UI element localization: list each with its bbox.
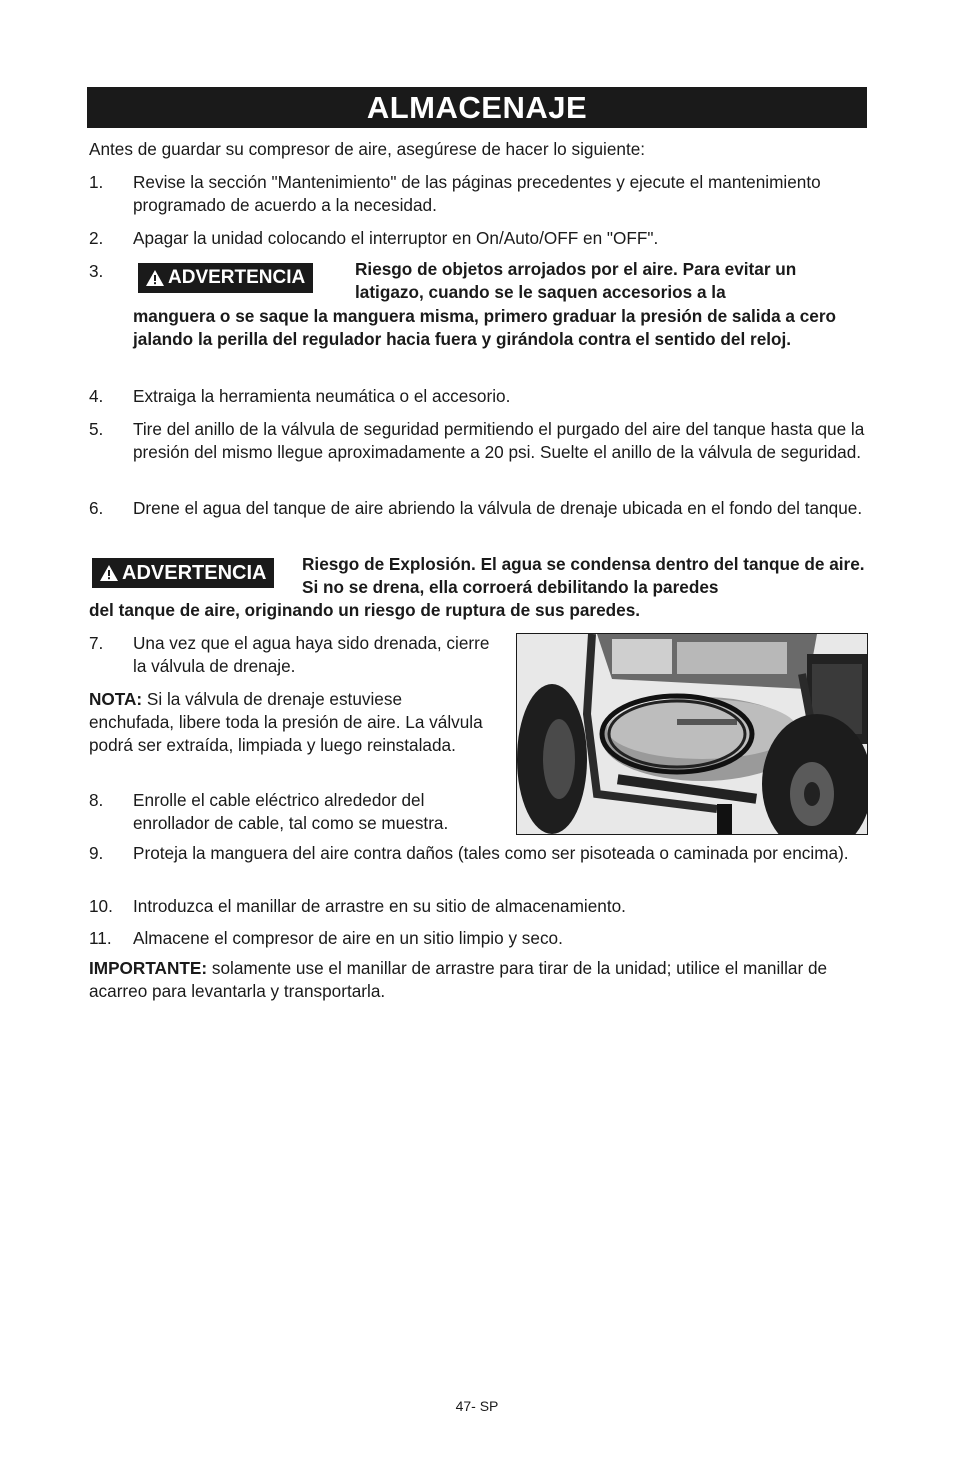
step-text: Introduzca el manillar de arrastre en su sitio de almacenamiento. — [133, 896, 626, 916]
step-text: Apagar la unidad colocando el interruptor en On/Auto/OFF en "OFF". — [133, 228, 659, 248]
step-number: 4. — [89, 386, 104, 406]
step-text: Revise la sección "Mantenimiento" de las páginas precedentes y ejecute el mantenimiento programado de acuerdo a la necesidad. — [133, 172, 821, 215]
warning-triangle-icon — [146, 270, 164, 286]
step-number: 7. — [89, 633, 104, 653]
step-text: Tire del anillo de la válvula de seguridad permitiendo el purgado del aire del tanque hasta que la presión del mismo llegue aproximadamente a 20 psi. Suelte el anillo de la válvula de seguridad. — [133, 419, 865, 462]
warning-label: ADVERTENCIA — [168, 267, 306, 288]
important-paragraph — [89, 957, 869, 1003]
warning-text-head: Riesgo de Explosión. El agua se condensa dentro del tanque de aire. Si no se drena, ella corroerá debilitando la paredes — [302, 554, 865, 597]
step-number: 9. — [89, 843, 104, 863]
step-number: 10. — [89, 896, 113, 916]
step-text: Almacene el compresor de aire en un sitio limpio y seco. — [133, 928, 563, 948]
note-paragraph — [89, 688, 489, 757]
warning-badge — [138, 263, 313, 293]
warning-text-tail: manguera o se saque la manguera misma, primero graduar la presión de salida a cero jalando la perilla del regulador hacia fuera y girándola contra el sentido del reloj. — [133, 306, 837, 349]
step-number: 2. — [89, 228, 104, 248]
step-number: 8. — [89, 790, 104, 810]
important-label: IMPORTANTE: — [89, 958, 208, 978]
warning-triangle-icon — [100, 565, 118, 581]
step-text: Enrolle el cable eléctrico alrededor del enrollador de cable, tal como se muestra. — [133, 790, 449, 833]
step-text: Drene el agua del tanque de aire abriendo la válvula de drenaje ubicada en el fondo del tanque. — [133, 498, 863, 518]
step-number: 11. — [89, 928, 112, 948]
warning-text-head: Riesgo de objetos arrojados por el aire. Para evitar un latigazo, cuando se le saquen accesorios a la — [355, 259, 797, 302]
intro-text: Antes de guardar su compresor de aire, asegúrese de hacer lo siguiente: — [89, 139, 646, 159]
warning-text-tail: del tanque de aire, originando un riesgo de ruptura de sus paredes. — [89, 600, 641, 620]
step-number: 5. — [89, 419, 104, 439]
note-label: NOTA: — [89, 689, 143, 709]
step-number: 1. — [89, 172, 104, 192]
compressor-photo — [516, 633, 868, 835]
note-text: Si la válvula de drenaje estuviese enchufada, libere toda la presión de aire. La válvula podrá ser extraída, limpiada y luego reinstalada. — [89, 689, 483, 755]
step-text: Extraiga la herramienta neumática o el accesorio. — [133, 386, 511, 406]
important-text: solamente use el manillar de arrastre para tirar de la unidad; utilice el manillar de acarreo para levantarla y transportarla. — [89, 958, 828, 1001]
step-text: Una vez que el agua haya sido drenada, cierre la válvula de drenaje. — [133, 633, 490, 676]
step-number: 3. — [89, 261, 104, 281]
step-text: Proteja la manguera del aire contra daños (tales como ser pisoteada o caminada por encima). — [133, 843, 849, 863]
page-title: ALMACENAJE — [87, 87, 867, 128]
warning-badge — [92, 558, 274, 588]
page-number: 47- SP — [455, 1398, 499, 1414]
warning-label: ADVERTENCIA — [122, 562, 267, 584]
step-number: 6. — [89, 498, 104, 518]
